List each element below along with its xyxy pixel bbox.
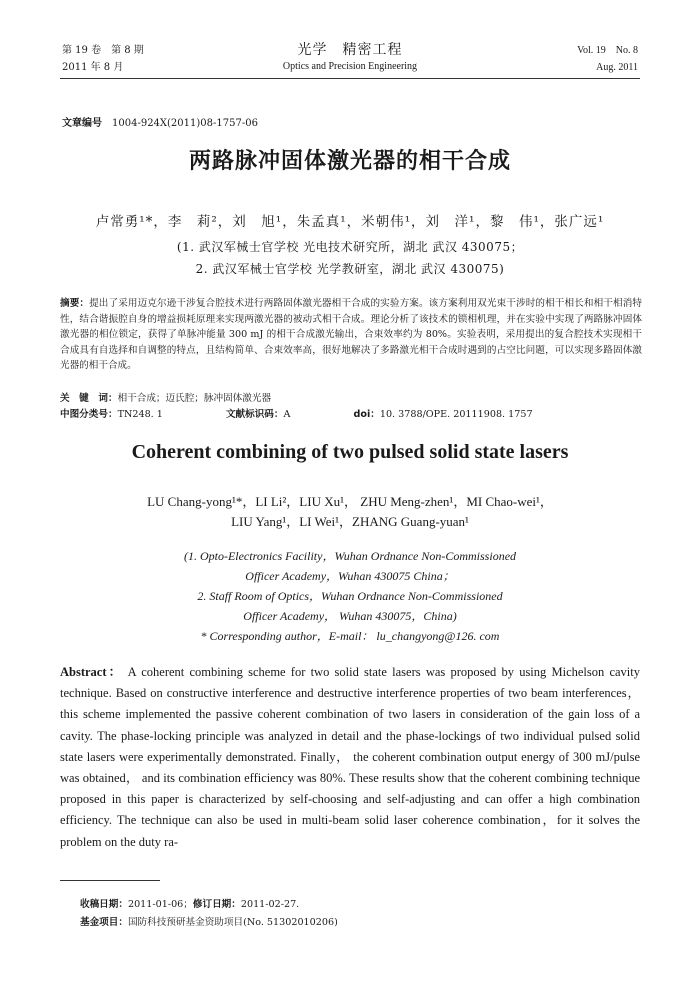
clc-group <box>60 409 193 420</box>
affiliation-cn-2: 2. 武汉军械士官学校 光学教研室，湖北 武汉 430075) <box>195 262 505 276</box>
abstract-en-text: A coherent combining scheme for two solid state lasers was proposed by using Michelson cavity technique. Based on constructive interference and destructive interference properties of two beam interferences，this scheme implemented the passive coherent combination of two lasers in consideration of the gain loss of a cavity. The phase-locking principle was analyzed in detail and the phase-lockings of two individual pulsed solid state lasers were experimentally demonstrated. Finally， the coherent combination output energy of 300 mJ/pulse was obtained， and its combination efficiency was 80%. These results show that the coherent combining technique proposed in this paper is characterized by self-choosing and self-adjusting and can offer a high combination efficiency. The technique can also be used in multi-beam solid laser coherence combination，for it solves the problem on the duty ra- <box>60 665 640 849</box>
date-en: Aug. 2011 <box>596 62 638 73</box>
authors-cn: 卢常勇¹*，李 莉²，刘 旭¹，朱孟真¹，米朝伟¹，刘 洋¹，黎 伟¹，张广远¹ <box>95 214 605 230</box>
fund-value: 国防科技预研基金资助项目(No. 51302010206) <box>127 917 338 928</box>
abstract-en-label: Abstract： <box>60 665 124 679</box>
doi-label: doi： <box>353 409 380 420</box>
abstract-cn-text: 提出了采用迈克尔逊干涉复合腔技术进行两路固体激光器相干合成的实验方案。该方案利用双光束干涉时的相干相长和相干相消特性，结合谐振腔自身的增益损耗原理来实现两激光器的被动式相干合成。理论分析了该技术的锁相机理，并在实验中实现了两路脉冲固体激光器的相位锁定，获得了单脉冲能量 300 mJ 的相干合成激光输出，合束效率约为 80%。实验表明，采用提出的复合腔技术实现相干合成具有自选择和自调整的特点，且结构简单、合束效率高，很好地解决了多路激光相干合成时遇到的占空比问题，可以实现多路固体激光器的相干合成。 <box>60 298 643 372</box>
classification-line <box>60 406 593 420</box>
doc-code-group <box>226 409 321 420</box>
journal-name-en: Optics and Precision Engineering <box>282 61 418 72</box>
article-number-label: 文章编号 <box>62 118 102 129</box>
volume-issue-en: Vol. 19 No. 8 <box>577 45 638 56</box>
date-cn: 2011 年 8 月 <box>62 62 124 73</box>
affiliation-en-4: Officer Academy， Wuhan 430075，China) <box>243 609 457 623</box>
article-number-value: 1004-924X(2011)08-1757-06 <box>112 118 258 129</box>
clc-label: 中图分类号： <box>60 409 118 420</box>
abstract-en <box>60 662 640 853</box>
affiliation-en-1: (1. Opto-Electronics Facility，Wuhan Ordnance Non-Commissioned <box>183 549 517 563</box>
doi-value: 10. 3788/OPE. 20111908. 1757 <box>379 409 533 420</box>
clc-value: TN248. 1 <box>117 409 163 420</box>
authors-en-line-2: LIU Yang¹，LI Wei¹，ZHANG Guang-yuan¹ <box>231 514 469 529</box>
keywords-cn-text: 相干合成；迈氏腔；脉冲固体激光器 <box>117 393 272 404</box>
journal-name-cn: 光学 精密工程 <box>297 42 403 58</box>
footnote-fund <box>80 914 338 928</box>
affiliation-en-2: Officer Academy，Wuhan 430075 China； <box>245 569 455 583</box>
title-en: Coherent combining of two pulsed solid state lasers <box>131 441 569 463</box>
footnote-rule <box>60 880 160 881</box>
revised-value: 2011-02-27. <box>240 899 300 910</box>
corresponding-author: * Corresponding author，E-mail： lu_changyong@126. com <box>200 629 500 643</box>
received-label: 收稿日期： <box>80 899 128 910</box>
volume-issue-cn: 第 19 卷 第 8 期 <box>62 45 144 56</box>
header-rule <box>60 78 640 79</box>
doc-code-label: 文献标识码： <box>225 409 284 420</box>
revised-label: 修订日期： <box>192 899 241 910</box>
abstract-cn <box>60 296 642 374</box>
doc-code-value: A <box>283 409 291 420</box>
article-number <box>62 114 258 129</box>
keywords-cn-label: 关 键 词： <box>60 393 118 404</box>
footnote-dates <box>80 896 299 910</box>
doi-group <box>354 409 563 420</box>
title-cn: 两路脉冲固体激光器的相干合成 <box>188 149 511 174</box>
fund-label: 基金项目： <box>80 917 128 928</box>
received-value: 2011-01-06； <box>127 899 193 910</box>
abstract-cn-label: 摘要： <box>60 298 90 309</box>
authors-en-line-1: LU Chang-yong¹*，LI Li²，LIU Xu¹， ZHU Meng-zhen¹，MI Chao-wei¹， <box>147 494 553 509</box>
affiliation-en-3: 2. Staff Room of Optics，Wuhan Ordnance Non-Commissioned <box>197 589 503 603</box>
keywords-cn <box>60 390 271 404</box>
header-right <box>577 44 638 75</box>
affiliation-cn-1: (1. 武汉军械士官学校 光电技术研究所，湖北 武汉 430075； <box>176 240 524 254</box>
